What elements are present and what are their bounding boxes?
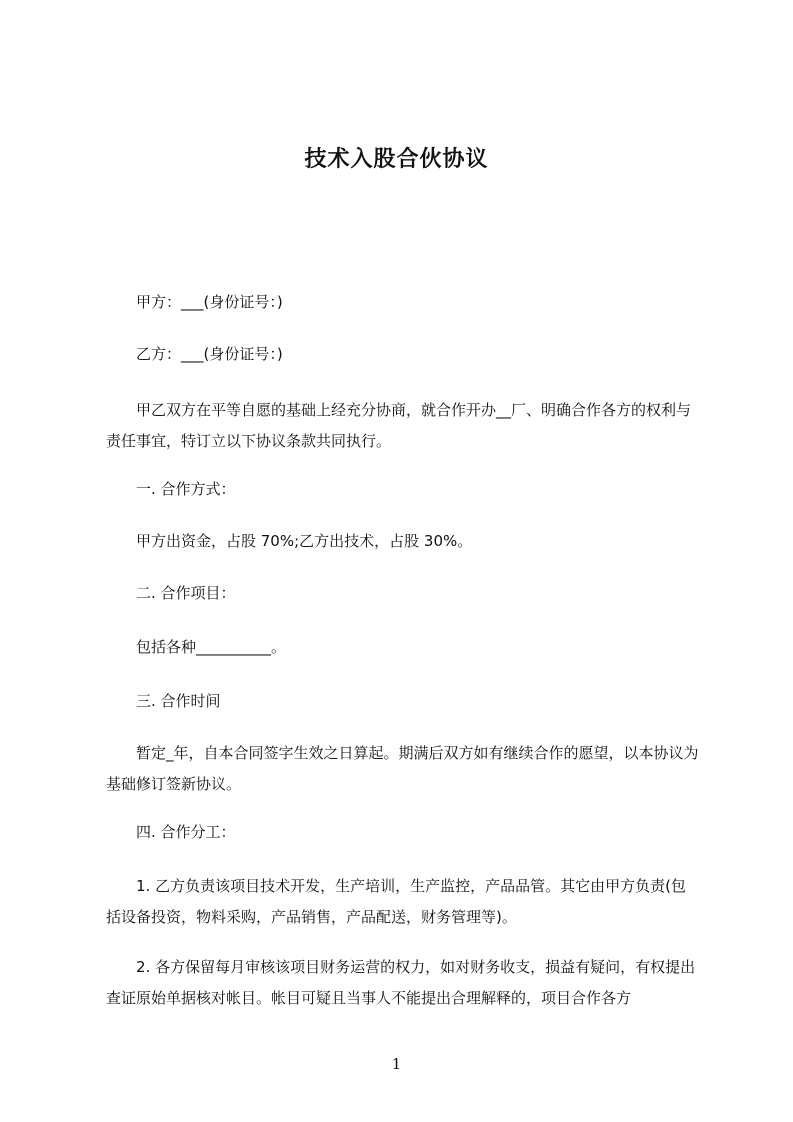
party-b-line: 乙方：___(身份证号：) [136, 345, 283, 363]
section-2-body: 包括各种__________。 [136, 638, 287, 656]
section-4-item-2: 2. 各方保留每月审核该项目财务运营的权力，如对财务收支，损益有疑问，有权提出查证原始单据核对帐目。帐目可疑且当事人不能提出合理解释的，项目合作各方 [106, 958, 696, 1007]
document-title: 技术入股合伙协议 [304, 147, 489, 172]
section-3-body: 暂定_年，自本合同签字生效之日算起。期满后双方如有继续合作的愿望，以本协议为基础修订签新协议。 [106, 744, 699, 793]
section-1-body: 甲方出资金，占股 70%;乙方出技术，占股 30%。 [136, 532, 473, 550]
page-number: 1 [391, 1055, 402, 1073]
party-a-line: 甲方：___(身份证号：) [136, 293, 283, 311]
section-2-heading: 二. 合作项目： [136, 584, 236, 602]
section-1-heading: 一. 合作方式： [136, 480, 236, 498]
section-4-item-1: 1. 乙方负责该项目技术开发，生产培训，生产监控，产品品管。其它由甲方负责(包括设备投资，物料采购，产品销售，产品配送，财务管理等)。 [106, 877, 686, 926]
intro-paragraph: 甲乙双方在平等自愿的基础上经充分协商，就合作开办__厂、明确合作各方的权利与责任事宜，特订立以下协议条款共同执行。 [106, 401, 692, 450]
section-4-heading: 四. 合作分工： [136, 823, 236, 841]
section-3-heading: 三. 合作时间 [136, 692, 221, 710]
